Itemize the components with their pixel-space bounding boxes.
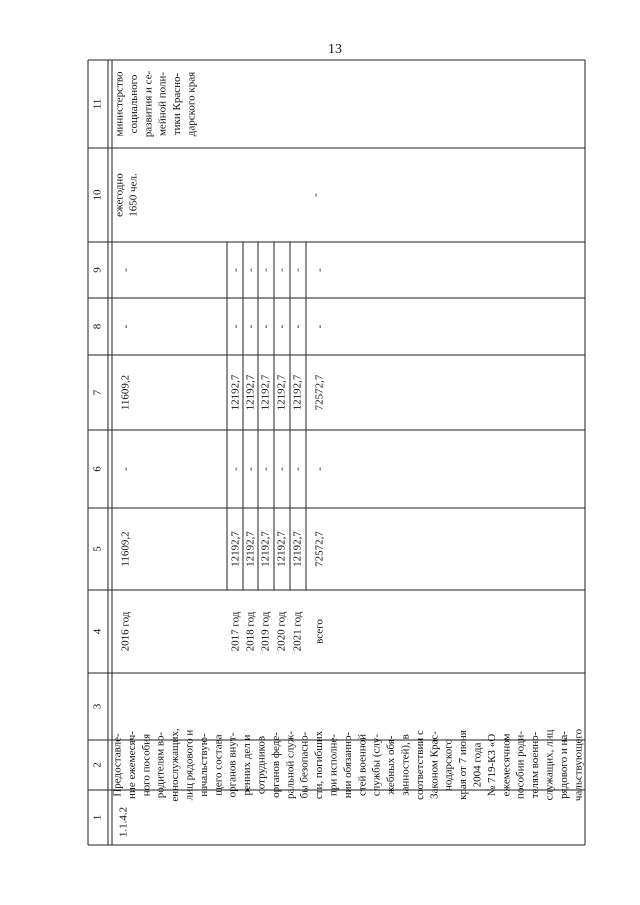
description-line: начальствую- [197, 733, 210, 797]
description-line: ние ежемесяч- [125, 731, 138, 799]
row-year: 2016 год [119, 611, 132, 652]
description-line: чальствующего [572, 728, 585, 802]
description-line: занностей), в [399, 734, 412, 796]
result-line: ежегодно [113, 173, 126, 217]
row-value-local: - [313, 324, 326, 329]
description-line: ежемесячном [500, 733, 513, 797]
row-value-total: 12192,7 [275, 531, 288, 567]
executor-line: мейной поли- [156, 71, 169, 137]
row-value-other: - [275, 268, 288, 272]
row-value-regional: 72572,7 [313, 374, 326, 411]
description-line: органов внут- [226, 732, 239, 798]
description-line: щего состава [212, 734, 225, 796]
row-value-local: - [119, 324, 132, 329]
column-number: 9 [91, 267, 104, 273]
description-line: 2004 года [471, 742, 484, 788]
row-value-regional: 12192,7 [259, 374, 272, 411]
description-line: лиц рядового и [183, 729, 196, 801]
row-value-local: - [259, 324, 272, 329]
executor-line: дарского края [185, 71, 198, 137]
row-value-local: - [291, 324, 304, 329]
item-number: 1.1.4.2 [117, 806, 130, 838]
description-line: еннослужащих, [169, 728, 182, 802]
row-year: 2019 год [259, 611, 272, 652]
column-number: 5 [91, 546, 104, 552]
row-year: 2018 год [244, 611, 257, 652]
result-line: 1650 чел. [127, 173, 140, 217]
row-value-regional: 12192,7 [244, 374, 257, 411]
row-value-federal: - [275, 467, 288, 471]
result-total: - [309, 193, 322, 197]
column-number: 11 [91, 98, 104, 110]
column-number: 3 [91, 703, 104, 710]
column-number: 10 [91, 189, 104, 201]
executor-line: развития и се- [142, 70, 155, 138]
description-line: рядового и на- [557, 731, 570, 799]
row-value-total: 12192,7 [229, 531, 242, 567]
row-value-regional: 11609,2 [119, 374, 132, 411]
description-line: ного пособия [140, 733, 153, 797]
executor-line: социального [127, 74, 140, 134]
row-year: 2021 год [291, 611, 304, 652]
column-number: 1 [91, 814, 104, 821]
description-line: нодарского [442, 739, 455, 791]
description-line: края от 7 июня [457, 730, 470, 800]
description-line: стей военной [356, 733, 369, 797]
row-value-other: - [229, 268, 242, 272]
row-value-other: - [119, 268, 132, 272]
description-line: нии обязанно- [341, 731, 354, 799]
column-number: 8 [91, 323, 104, 330]
row-value-total: 12192,7 [244, 531, 257, 567]
page-number: 13 [328, 42, 342, 57]
description-line: сти, погибших [313, 730, 326, 800]
description-line: служащих, лиц [543, 729, 556, 801]
row-year: 2020 год [275, 611, 288, 652]
description-line: при исполне- [327, 734, 340, 796]
description-line: пособии роди- [514, 731, 527, 799]
row-year: всего [313, 619, 326, 644]
row-value-regional: 12192,7 [275, 374, 288, 411]
row-year: 2017 год [229, 611, 242, 652]
description-line: ренних дел и [241, 734, 254, 796]
description-line: соответствии с [413, 730, 426, 800]
column-number: 2 [91, 762, 104, 768]
description-line: № 719-КЗ «О [485, 733, 498, 797]
row-value-total: 12192,7 [259, 531, 272, 567]
column-number: 6 [91, 466, 104, 472]
description-line: сотрудников [255, 735, 268, 795]
row-value-federal: - [259, 467, 272, 471]
row-value-regional: 12192,7 [291, 374, 304, 411]
executor-line: тики Красно- [171, 72, 184, 136]
row-value-other: - [313, 268, 326, 272]
row-value-federal: - [229, 467, 242, 471]
row-value-other: - [259, 268, 272, 272]
column-number: 4 [91, 628, 104, 635]
row-value-local: - [229, 324, 242, 329]
description-line: жебных обя- [385, 735, 398, 795]
description-line: родителям во- [154, 731, 167, 799]
row-value-local: - [275, 324, 288, 329]
description-line: Предоставле- [111, 733, 124, 797]
executor-line: министерство [113, 71, 126, 137]
row-value-federal: - [291, 467, 304, 471]
description-line: бы безопасно- [298, 731, 311, 799]
row-value-other: - [291, 268, 304, 272]
row-value-total: 72572,7 [313, 531, 326, 567]
description-line: телям военно- [529, 731, 542, 799]
description-line: ральной служ- [284, 731, 297, 799]
column-number: 7 [91, 389, 104, 396]
description-line: органов феде- [269, 732, 282, 798]
row-value-total: 11609,2 [119, 531, 132, 567]
row-value-total: 12192,7 [291, 531, 304, 567]
description-line: службы (слу- [370, 733, 383, 797]
row-value-federal: - [244, 467, 257, 471]
row-value-other: - [244, 268, 257, 272]
row-value-federal: - [119, 467, 132, 471]
row-value-regional: 12192,7 [229, 374, 242, 411]
row-value-local: - [244, 324, 257, 329]
description-line: Законом Крас- [428, 731, 441, 799]
row-value-federal: - [313, 467, 326, 471]
